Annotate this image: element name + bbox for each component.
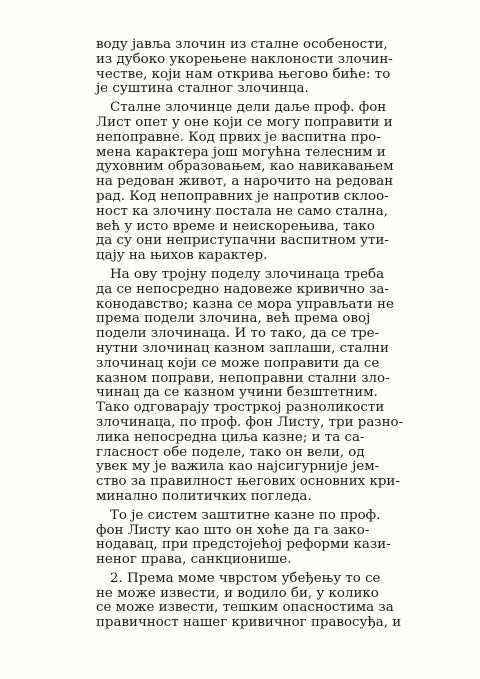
text-line: ство за правилност његових основних кри- (96, 474, 400, 490)
text-line: нодавац, при предстојећој реформи кази- (96, 537, 391, 553)
text-line: мена карактера још могућна телесним и (96, 144, 386, 160)
text-line: ност ка злочину постала не само стална, (96, 203, 388, 219)
text-line: подели злочинаца. И то тако, да се тре- (96, 326, 380, 342)
text-line: да се непосредно надовеже кривично за- (96, 281, 389, 297)
text-line: правичност нашег кривичног правосуђа, и (96, 615, 402, 631)
text-line: гласност обе поделе, тако он вели, од (96, 444, 365, 460)
text-line: увек му је важила као најсигурније јем- (96, 459, 380, 475)
text-line: је суштина сталног злочинца. (96, 81, 309, 97)
text-line: казном поправи, непоправни стални зло- (96, 370, 390, 386)
text-column (96, 37, 404, 635)
text-line: 2. Према моме чврстом убеђењу то се (110, 570, 381, 586)
text-line: воду јавља злочин из сталне особености, (96, 37, 388, 52)
text-line: конодавство; казна се мора управљати не (96, 296, 394, 312)
text-line: већ у исто време и неискорењива, тако (96, 218, 375, 234)
text-line: минално политичких погледа. (96, 488, 312, 504)
text-line: На ову тројну поделу злочинаца треба (110, 266, 385, 282)
text-line: лика непосредна циља казне; и та са- (96, 429, 365, 445)
text-line: честве, који нам открива његово биће: то (96, 66, 391, 82)
paragraph-5 (96, 570, 402, 631)
text-line: чинац да се казном учини безштетним. (96, 385, 378, 401)
text-line: на редован живот, а нарочито на редован (96, 174, 394, 190)
text-line: према подели злочина, већ према овој (96, 311, 371, 327)
text-line: се може извести, тешким опасностима за (96, 600, 394, 616)
paragraph-1 (96, 38, 392, 97)
text-line: злочинац који се може поправити да се (96, 355, 380, 371)
text-line: Тако одговарају тростркој разноликости (96, 400, 385, 416)
text-line: да су они неприступачни васпитном ути- (96, 233, 389, 249)
text-line: Лист опет у оне који се могу поправити и (96, 114, 393, 130)
text-line: фон Листу као што он хоће да га зако- (96, 522, 370, 538)
text-line: не може извести, и водило би, у колико (96, 585, 379, 601)
text-line: рад. Код непоправних је напротив склоо- (96, 188, 389, 204)
text-line: цају на њихов карактер. (96, 248, 268, 264)
paragraph-2 (96, 101, 392, 264)
text-line: духовним образовањем, као навикавањем (96, 159, 394, 175)
text-line: неног права, санкционише. (96, 552, 292, 568)
text-line: непоправне. Код првих је васпитна про- (96, 129, 381, 145)
paragraph-3 (96, 266, 404, 505)
text-line: злочинаца, по проф. фон Листу, три разно- (96, 414, 404, 430)
text-line: Сталне злочинце дели даље проф. фон (110, 100, 387, 116)
text-line: нутни злочинац казном заплаши, стални (96, 340, 389, 356)
text-line: То је систем заштитне казне по проф. (110, 507, 381, 523)
paragraph-4 (96, 509, 392, 568)
text-line: из дубоко укорењене наклоности злочин- (96, 51, 393, 67)
